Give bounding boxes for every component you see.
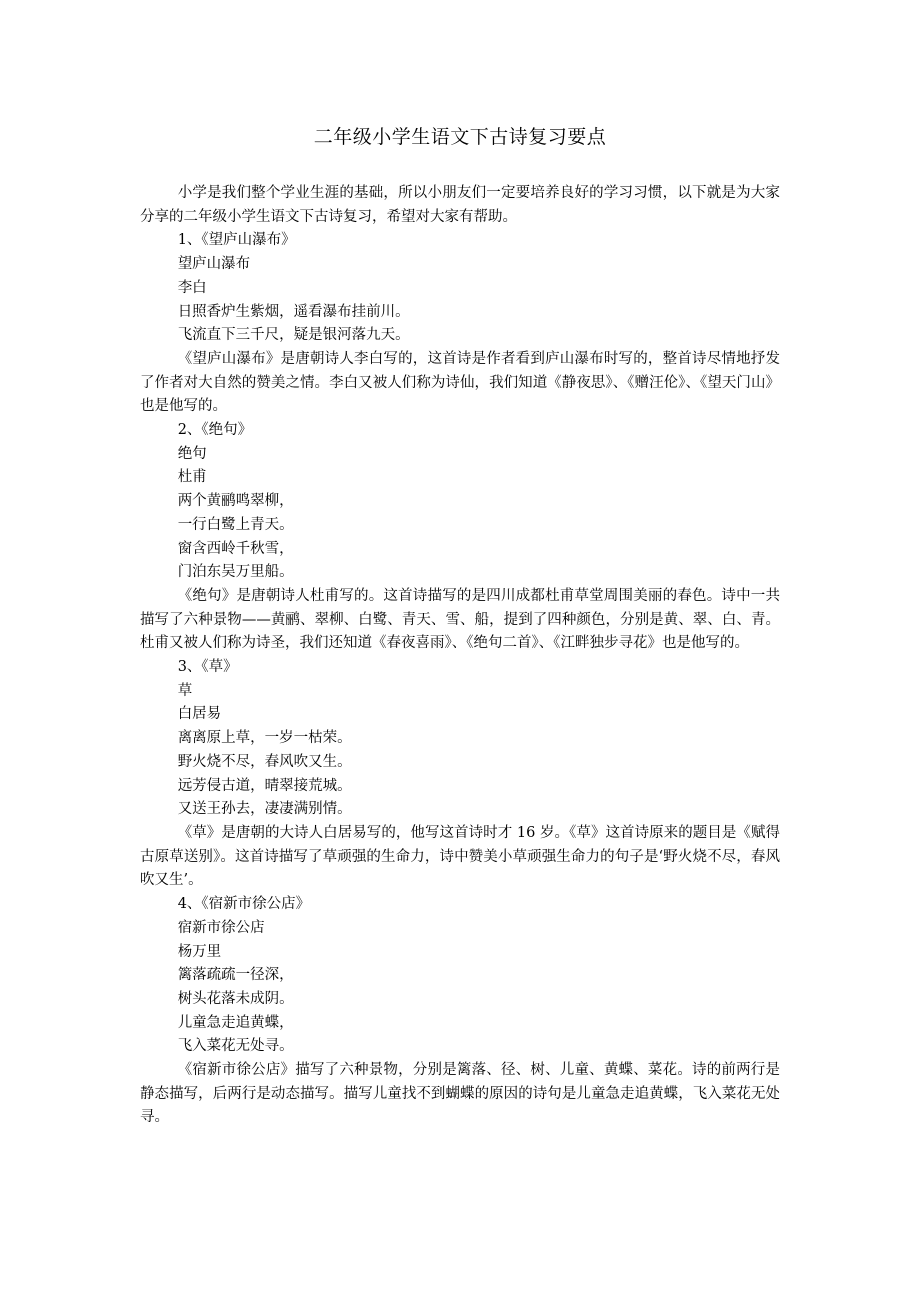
page-title: 二年级小学生语文下古诗复习要点 (313, 126, 607, 148)
poem-explanation: 《望庐山瀑布》是唐朝诗人李白写的，这首诗是作者看到庐山瀑布时写的，整首诗尽情地抒发了作者对大自然的赞美之情。李白又被人们称为诗仙，我们知道《静夜思》、《赠汪伦》、《望天门山》也是他写的。 (140, 350, 780, 415)
poem-line: 野火烧不尽，春风吹又生。 (177, 753, 352, 770)
poem-explanation: 《宿新市徐公店》描写了六种景物，分别是篱落、径、树、儿童、黄蝶、菜花。诗的前两行是静态描写，后两行是动态描写。描写儿童找不到蝴蝶的原因的诗句是儿童急走追黄蝶，飞入菜花无处寻。 (140, 1062, 780, 1126)
poem-line: 飞入菜花无处寻。 (177, 1038, 294, 1055)
section-heading: 1、《望庐山瀑布》 (177, 232, 296, 249)
poem-line: 窗含西岭千秋雪， (177, 540, 294, 557)
poem-section (140, 656, 780, 893)
poem-author: 杨万里 (177, 943, 222, 960)
poem-title: 绝句 (177, 445, 207, 462)
poem-line: 门泊东吴万里船。 (177, 564, 294, 581)
poem-line: 日照香炉生紫烟，遥看瀑布挂前川。 (177, 303, 410, 320)
poem-line: 又送王孙去，凄凄满别情。 (177, 801, 352, 818)
section-heading: 4、《宿新市徐公店》 (177, 896, 311, 913)
poem-line: 飞流直下三千尺，疑是银河落九天。 (177, 327, 410, 344)
poem-title: 草 (177, 682, 193, 699)
poem-title: 望庐山瀑布 (177, 256, 251, 273)
poem-line: 篱落疏疏一径深， (177, 967, 294, 984)
poem-author: 李白 (177, 279, 207, 296)
poem-author: 杜甫 (177, 469, 207, 486)
poem-title: 宿新市徐公店 (177, 919, 265, 936)
poem-section (140, 229, 780, 419)
poem-explanation: 《草》是唐朝的大诗人白居易写的，他写这首诗时才 16 岁。《草》这首诗原来的题目是《赋得古原草送别》。这首诗描写了草顽强的生命力，诗中赞美小草顽强生命力的句子是‘野火烧不尽，春风吹又生’。 (140, 824, 780, 889)
poem-author: 白居易 (177, 706, 222, 723)
poem-line: 儿童急走追黄蝶， (177, 1014, 294, 1031)
poem-line: 一行白鹭上青天。 (177, 516, 294, 533)
section-heading: 2、《绝句》 (177, 422, 253, 439)
poem-line: 远芳侵古道，晴翠接荒城。 (177, 777, 352, 794)
section-heading: 3、《草》 (177, 659, 238, 676)
poem-line: 两个黄鹂鸣翠柳， (177, 493, 294, 510)
intro-paragraph: 小学是我们整个学业生涯的基础，所以小朋友们一定要培养良好的学习习惯，以下就是为大家分享的二年级小学生语文下古诗复习，希望对大家有帮助。 (140, 185, 780, 225)
poem-section (140, 893, 780, 1130)
poem-line: 离离原上草，一岁一枯荣。 (177, 730, 352, 747)
poem-section (140, 419, 780, 656)
document-body (140, 182, 780, 1130)
poem-line: 树头花落未成阴。 (177, 990, 294, 1007)
poem-explanation: 《绝句》是唐朝诗人杜甫写的。这首诗描写的是四川成都杜甫草堂周围美丽的春色。诗中一共描写了六种景物——黄鹂、翠柳、白鹭、青天、雪、船，提到了四种颜色，分别是黄、翠、白、青。杜甫又被人们称为诗圣，我们还知道《春夜喜雨》、《绝句二首》、《江畔独步寻花》也是他写的。 (140, 587, 780, 652)
